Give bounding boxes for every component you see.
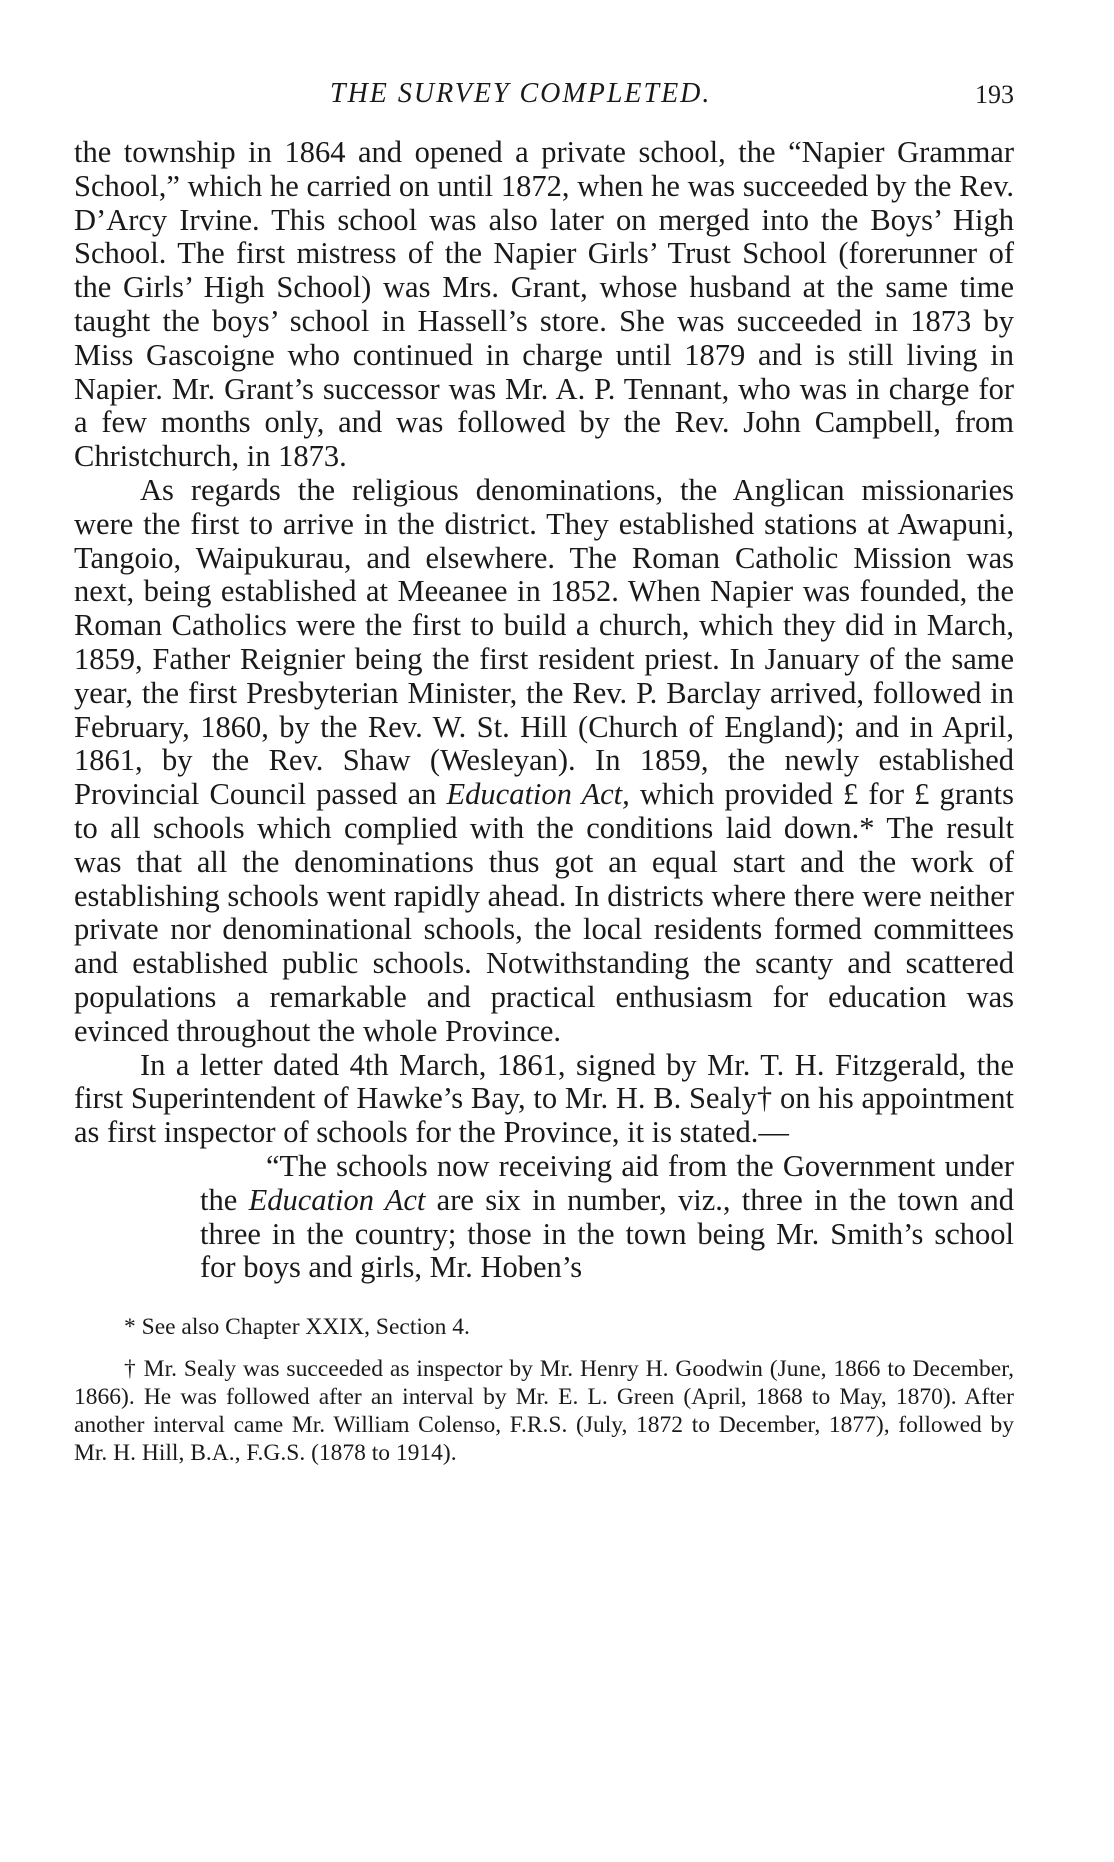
body-text xyxy=(74,136,1014,1285)
italic-act-title: Education Act, xyxy=(446,777,630,812)
paragraph-continued: the township in 1864 and opened a private school, the “Napier Grammar School,” which he carried on until 1872, when he was succeeded by the Rev. D’Arcy Irvine. This school was also later on merged into the Boys’ High School. The first mistress of the Napier Girls’ Trust School (forerunner of the Girls’ High School) was Mrs. Grant, whose husband at the same time taught the boys’ school in Hassell’s store. She was succeeded in 1873 by Miss Gascoigne who continued in charge until 1879 and is still living in Napier. Mr. Grant’s successor was Mr. A. P. Tennant, who was in charge for a few months only, and was followed by the Rev. John Campbell, from Christchurch, in 1873. xyxy=(74,135,1014,474)
running-head xyxy=(74,78,1014,118)
italic-act-title: Education Act xyxy=(248,1182,426,1217)
book-page xyxy=(74,78,1014,1467)
paragraph-religious-denominations xyxy=(74,474,1014,1049)
page-number: 193 xyxy=(975,80,1014,109)
paragraph-text-part: As regards the religious denominations, the Anglican missionaries were the first to arrive in the district. They established stations at Awapuni, Tangoio, Waipukurau, and elsewhere. The Roman Catholic Mission was next, being established at Meeanee in 1852. When Napier was founded, the Roman Catholics were the first to build a church, which they did in March, 1859, Father Reignier being the first resident priest. In January of the same year, the first Presbyterian Minister, the Rev. P. Barclay arrived, followed in February, 1860, by the Rev. W. St. Hill (Church of England); and in April, 1861, by the Rev. Shaw (Wesleyan). In 1859, the newly established Provincial Council passed an xyxy=(74,472,1014,812)
footnotes xyxy=(74,1313,1014,1467)
paragraph-text-part: which provided £ for £ grants to all schools which complied with the conditions laid down.* The result was that all the denominations thus got an equal start and the work of establishing schools went rapidly ahead. In districts where there were neither private nor denominational schools, the local residents formed committees and established public schools. Notwithstanding the scanty and scattered populations a remarkable and practical enthusiasm for education was evinced throughout the whole Province. xyxy=(74,777,1015,1048)
block-quote xyxy=(74,1150,1014,1285)
quote-text-part: are six in number, viz., three in the town and three in the country; those in the town being Mr. Smith’s school for boys and girls, Mr. Hoben’s xyxy=(200,1182,1015,1285)
footnote-asterisk: * See also Chapter XXIX, Section 4. xyxy=(124,1314,470,1341)
running-title: THE SURVEY COMPLETED. xyxy=(330,78,712,109)
paragraph-letter: In a letter dated 4th March, 1861, signed by Mr. T. H. Fitzgerald, the first Superintendent of Hawke’s Bay, to Mr. H. B. Sealy† on his appointment as first inspector of schools for the Province, it is stated.— xyxy=(74,1047,1014,1150)
footnote-dagger: † Mr. Sealy was succeeded as inspector by Mr. Henry H. Goodwin (June, 1866 to December, 1866). He was followed after an interval by Mr. E. L. Green (April, 1868 to May, 1870). After another interval came Mr. William Colenso, F.R.S. (July, 1872 to December, 1877), followed by Mr. H. Hill, B.A., F.G.S. (1878 to 1914). xyxy=(74,1356,1014,1467)
quote-text-part: “The schools now receiving aid from the Government under the xyxy=(200,1148,1014,1217)
